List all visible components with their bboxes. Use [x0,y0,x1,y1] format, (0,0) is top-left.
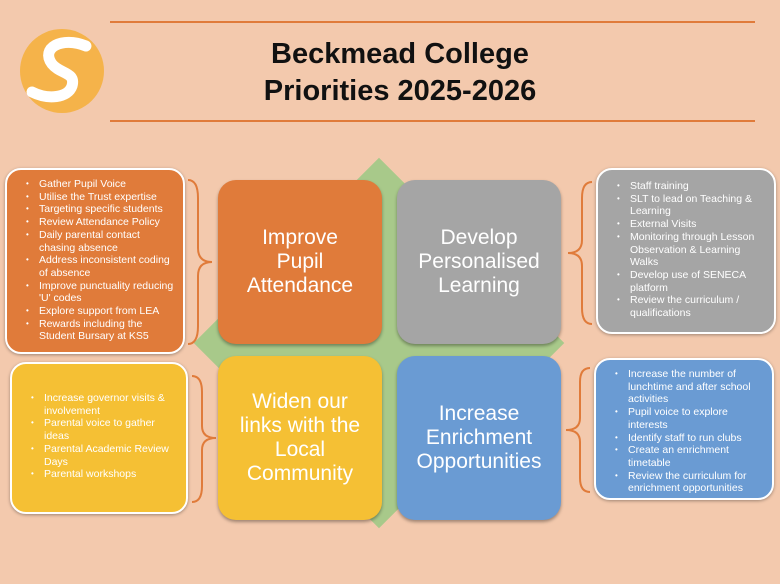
community-action: • Parental Academic Review Days [24,443,180,468]
community-action: • Parental voice to gather ideas [24,417,180,442]
title-line-2: Priorities 2025-2026 [263,75,537,107]
attendance-action: • Review Attendance Policy [19,216,177,229]
attendance-action: • Address inconsistent coding of absence [19,254,177,279]
attendance-action: • Gather Pupil Voice [19,178,177,191]
bottom-rule [110,120,755,122]
community-action: • Parental workshops [24,468,180,481]
enrichment-action: • Increase the number of lunchtime and after school activities [608,368,768,406]
enrichment-label: Increase Enrichment Opportunities [416,402,542,473]
enrichment-actions-panel [594,358,774,500]
top-rule [110,21,755,23]
enrichment-brace [560,366,592,494]
learning-action: • SLT to lead on Teaching & Learning [610,193,770,218]
attendance-action: • Utilise the Trust expertise [19,191,177,204]
enrichment-action: • Review the curriculum for enrichment opportunities [608,470,768,495]
attendance-action: • Targeting specific students [19,203,177,216]
attendance-label: Improve Pupil Attendance [246,226,354,297]
attendance-action: • Explore support from LEA [19,305,177,318]
attendance-actions-panel [5,168,185,354]
attendance-action: • Daily parental contact chasing absence [19,229,177,254]
enrichment-action: • Pupil voice to explore interests [608,406,768,431]
improve-attendance-tile [218,180,382,344]
community-brace [190,374,220,504]
learning-label: Develop Personalised Learning [418,226,540,297]
community-action: • Increase governor visits & involvement [24,392,180,417]
personalised-learning-tile [397,180,561,344]
enrichment-action: • Create an enrichment timetable [608,444,768,469]
community-actions-panel [10,362,188,514]
college-logo [14,28,110,114]
learning-actions-panel [596,168,776,334]
enrichment-tile [397,356,561,520]
learning-action: • Staff training [610,180,770,193]
learning-action: • Monitoring through Lesson Observation & Learning Walks [610,231,770,269]
page-title [190,36,610,110]
attendance-action: • Improve punctuality reducing 'U' codes [19,280,177,305]
community-label: Widen our links with the Local Community [239,390,361,485]
local-community-tile [218,356,382,520]
attendance-brace [186,178,216,346]
enrichment-action: • Identify staff to run clubs [608,432,768,445]
title-line-1: Beckmead College [271,38,529,70]
learning-action: • External Visits [610,218,770,231]
learning-action: • Develop use of SENECA platform [610,269,770,294]
learning-brace [562,180,594,326]
learning-action: • Review the curriculum / qualifications [610,294,770,319]
attendance-action: • Rewards including the Student Bursary at KS5 [19,318,177,343]
